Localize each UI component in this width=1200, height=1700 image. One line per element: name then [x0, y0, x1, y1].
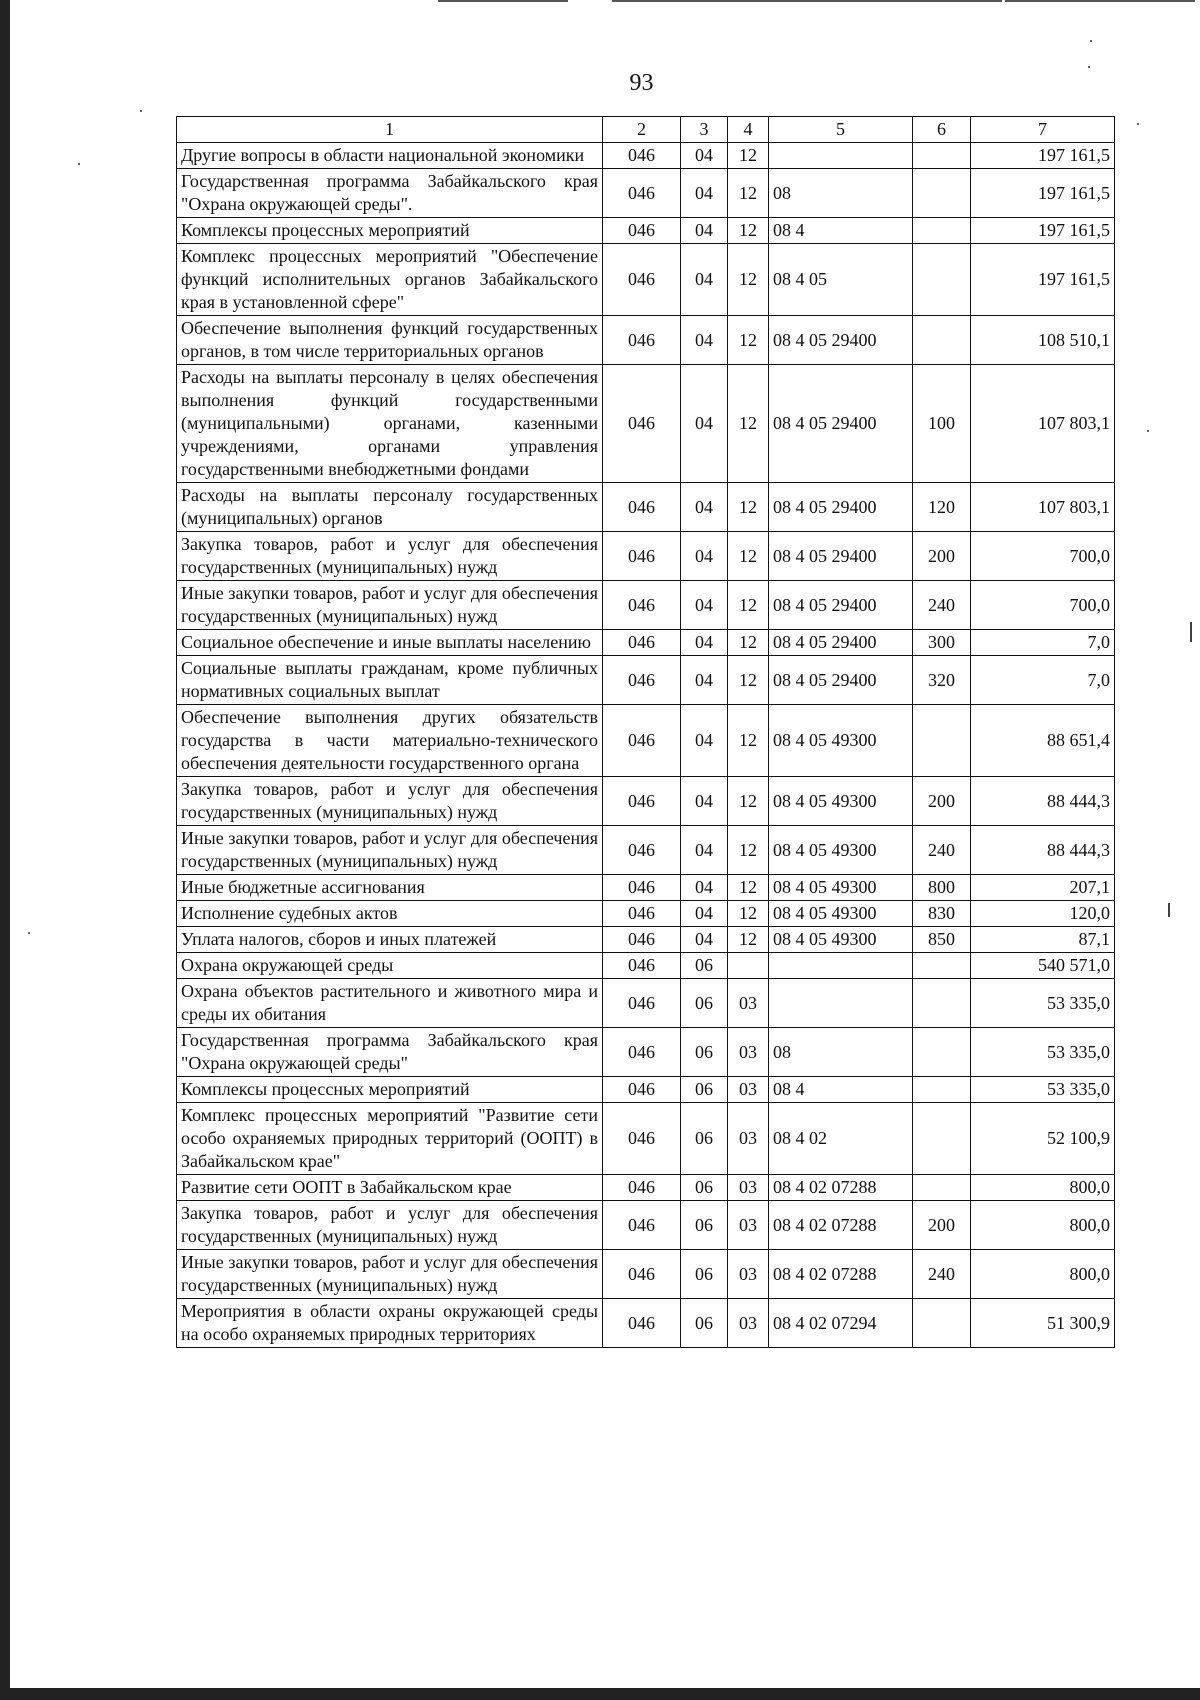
cell-name: Иные закупки товаров, работ и услуг для обеспечения государственных (муниципальных) нужд [177, 826, 603, 875]
table-row [177, 953, 1115, 979]
scan-left-edge [0, 0, 10, 1700]
cell-admin-code: 046 [603, 218, 681, 244]
cell-expense-type: 300 [913, 630, 971, 656]
cell-amount: 88 444,3 [971, 777, 1115, 826]
column-header: 4 [728, 117, 769, 143]
cell-target-item: 08 4 05 49300 [769, 777, 913, 826]
scan-bottom-edge [0, 1688, 1200, 1700]
cell-subsection: 12 [728, 581, 769, 630]
cell-expense-type: 850 [913, 927, 971, 953]
table-row [177, 143, 1115, 169]
cell-subsection: 12 [728, 777, 769, 826]
cell-name: Охрана окружающей среды [177, 953, 603, 979]
cell-name: Расходы на выплаты персоналу в целях обеспечения выполнения функций государственными (муниципальными) органами, казенными учреждениями, органами управления государственными внебюджетными фондами [177, 365, 603, 483]
cell-expense-type: 830 [913, 901, 971, 927]
table-row [177, 1201, 1115, 1250]
cell-admin-code: 046 [603, 365, 681, 483]
table-row [177, 581, 1115, 630]
cell-expense-type: 200 [913, 532, 971, 581]
cell-subsection: 12 [728, 143, 769, 169]
cell-target-item: 08 4 02 [769, 1103, 913, 1175]
cell-name: Обеспечение выполнения других обязательств государства в части материально-технического обеспечения деятельности государственного органа [177, 705, 603, 777]
cell-admin-code: 046 [603, 705, 681, 777]
cell-section: 04 [681, 901, 728, 927]
table-row [177, 777, 1115, 826]
cell-name: Иные закупки товаров, работ и услуг для обеспечения государственных (муниципальных) нужд [177, 581, 603, 630]
cell-section: 04 [681, 316, 728, 365]
cell-target-item: 08 4 05 29400 [769, 656, 913, 705]
cell-section: 06 [681, 953, 728, 979]
cell-subsection: 03 [728, 1250, 769, 1299]
cell-section: 06 [681, 979, 728, 1028]
cell-subsection: 03 [728, 1175, 769, 1201]
table-row [177, 1077, 1115, 1103]
table-row [177, 244, 1115, 316]
cell-admin-code: 046 [603, 483, 681, 532]
cell-admin-code: 046 [603, 630, 681, 656]
table-row [177, 875, 1115, 901]
table-row [177, 979, 1115, 1028]
cell-expense-type [913, 1299, 971, 1348]
cell-target-item: 08 4 [769, 1077, 913, 1103]
column-header: 1 [177, 117, 603, 143]
cell-expense-type [913, 244, 971, 316]
cell-target-item: 08 4 05 49300 [769, 826, 913, 875]
cell-expense-type [913, 705, 971, 777]
cell-amount: 800,0 [971, 1250, 1115, 1299]
table-row [177, 483, 1115, 532]
cell-amount: 800,0 [971, 1201, 1115, 1250]
cell-admin-code: 046 [603, 1077, 681, 1103]
cell-name: Обеспечение выполнения функций государственных органов, в том числе территориальных органов [177, 316, 603, 365]
cell-amount: 197 161,5 [971, 244, 1115, 316]
table-row [177, 1299, 1115, 1348]
cell-expense-type [913, 1175, 971, 1201]
table-row [177, 316, 1115, 365]
cell-expense-type: 320 [913, 656, 971, 705]
column-header: 2 [603, 117, 681, 143]
cell-amount: 53 335,0 [971, 1077, 1115, 1103]
table-row [177, 656, 1115, 705]
cell-admin-code: 046 [603, 532, 681, 581]
cell-admin-code: 046 [603, 1175, 681, 1201]
cell-section: 04 [681, 169, 728, 218]
cell-target-item [769, 143, 913, 169]
table-row [177, 1250, 1115, 1299]
table-row [177, 927, 1115, 953]
cell-subsection: 12 [728, 244, 769, 316]
cell-section: 06 [681, 1028, 728, 1077]
cell-target-item: 08 4 05 49300 [769, 875, 913, 901]
cell-amount: 108 510,1 [971, 316, 1115, 365]
cell-name: Закупка товаров, работ и услуг для обеспечения государственных (муниципальных) нужд [177, 777, 603, 826]
cell-amount: 88 444,3 [971, 826, 1115, 875]
cell-expense-type [913, 979, 971, 1028]
cell-subsection: 12 [728, 656, 769, 705]
scan-top-rule [1005, 0, 1195, 2]
cell-name: Комплексы процессных мероприятий [177, 1077, 603, 1103]
cell-expense-type [913, 953, 971, 979]
cell-subsection: 03 [728, 1299, 769, 1348]
cell-subsection: 12 [728, 532, 769, 581]
cell-admin-code: 046 [603, 777, 681, 826]
cell-amount: 197 161,5 [971, 218, 1115, 244]
cell-target-item: 08 4 05 49300 [769, 927, 913, 953]
cell-subsection: 03 [728, 1201, 769, 1250]
scan-speck [1137, 123, 1139, 125]
cell-name: Социальное обеспечение и иные выплаты населению [177, 630, 603, 656]
cell-name: Развитие сети ООПТ в Забайкальском крае [177, 1175, 603, 1201]
cell-amount: 207,1 [971, 875, 1115, 901]
cell-expense-type [913, 1077, 971, 1103]
cell-section: 04 [681, 581, 728, 630]
page-number: 93 [629, 70, 654, 96]
cell-amount: 53 335,0 [971, 979, 1115, 1028]
cell-section: 04 [681, 143, 728, 169]
table-body [177, 143, 1115, 1348]
table-row [177, 705, 1115, 777]
cell-target-item: 08 4 05 29400 [769, 316, 913, 365]
cell-name: Государственная программа Забайкальского края "Охрана окружающей среды". [177, 169, 603, 218]
cell-subsection: 12 [728, 901, 769, 927]
cell-subsection: 12 [728, 705, 769, 777]
cell-name: Иные закупки товаров, работ и услуг для обеспечения государственных (муниципальных) нужд [177, 1250, 603, 1299]
cell-expense-type [913, 316, 971, 365]
cell-name: Иные бюджетные ассигнования [177, 875, 603, 901]
cell-name: Закупка товаров, работ и услуг для обеспечения государственных (муниципальных) нужд [177, 532, 603, 581]
scan-margin-mark [1190, 622, 1192, 642]
cell-admin-code: 046 [603, 1201, 681, 1250]
cell-target-item: 08 4 02 07294 [769, 1299, 913, 1348]
scan-speck [1147, 430, 1149, 432]
cell-target-item: 08 4 05 [769, 244, 913, 316]
cell-amount: 197 161,5 [971, 169, 1115, 218]
cell-expense-type: 240 [913, 581, 971, 630]
cell-admin-code: 046 [603, 953, 681, 979]
cell-expense-type [913, 143, 971, 169]
cell-section: 04 [681, 777, 728, 826]
table-row [177, 1175, 1115, 1201]
column-header: 7 [971, 117, 1115, 143]
table-row [177, 1028, 1115, 1077]
cell-name: Исполнение судебных актов [177, 901, 603, 927]
cell-target-item: 08 [769, 1028, 913, 1077]
cell-amount: 7,0 [971, 656, 1115, 705]
cell-amount: 540 571,0 [971, 953, 1115, 979]
table-row [177, 901, 1115, 927]
cell-expense-type: 240 [913, 826, 971, 875]
cell-admin-code: 046 [603, 656, 681, 705]
cell-section: 04 [681, 826, 728, 875]
cell-section: 04 [681, 532, 728, 581]
cell-expense-type [913, 218, 971, 244]
cell-name: Социальные выплаты гражданам, кроме публичных нормативных социальных выплат [177, 656, 603, 705]
column-header: 6 [913, 117, 971, 143]
cell-name: Охрана объектов растительного и животного мира и среды их обитания [177, 979, 603, 1028]
cell-subsection: 12 [728, 826, 769, 875]
header-row [177, 117, 1115, 143]
cell-expense-type [913, 1103, 971, 1175]
scan-top-rule [612, 0, 1002, 2]
cell-admin-code: 046 [603, 927, 681, 953]
cell-name: Государственная программа Забайкальского края "Охрана окружающей среды" [177, 1028, 603, 1077]
cell-amount: 107 803,1 [971, 483, 1115, 532]
table-row [177, 630, 1115, 656]
cell-expense-type: 200 [913, 777, 971, 826]
cell-section: 04 [681, 218, 728, 244]
table-row [177, 169, 1115, 218]
cell-section: 06 [681, 1077, 728, 1103]
cell-subsection: 12 [728, 218, 769, 244]
cell-name: Закупка товаров, работ и услуг для обеспечения государственных (муниципальных) нужд [177, 1201, 603, 1250]
cell-target-item: 08 4 05 49300 [769, 901, 913, 927]
cell-subsection: 12 [728, 316, 769, 365]
cell-amount: 88 651,4 [971, 705, 1115, 777]
cell-expense-type [913, 169, 971, 218]
cell-section: 06 [681, 1201, 728, 1250]
cell-subsection: 03 [728, 1028, 769, 1077]
cell-section: 06 [681, 1175, 728, 1201]
cell-section: 06 [681, 1250, 728, 1299]
cell-expense-type: 800 [913, 875, 971, 901]
cell-target-item: 08 4 05 29400 [769, 365, 913, 483]
cell-target-item: 08 4 02 07288 [769, 1175, 913, 1201]
cell-expense-type: 100 [913, 365, 971, 483]
scan-margin-mark [1168, 903, 1170, 917]
cell-subsection: 12 [728, 875, 769, 901]
cell-admin-code: 046 [603, 581, 681, 630]
cell-amount: 197 161,5 [971, 143, 1115, 169]
cell-subsection: 03 [728, 1077, 769, 1103]
cell-admin-code: 046 [603, 826, 681, 875]
cell-admin-code: 046 [603, 316, 681, 365]
cell-expense-type [913, 1028, 971, 1077]
scan-speck [28, 932, 30, 934]
scan-speck [78, 163, 80, 165]
cell-section: 06 [681, 1299, 728, 1348]
cell-amount: 800,0 [971, 1175, 1115, 1201]
cell-section: 04 [681, 244, 728, 316]
cell-admin-code: 046 [603, 1250, 681, 1299]
cell-admin-code: 046 [603, 1103, 681, 1175]
cell-section: 06 [681, 1103, 728, 1175]
cell-target-item: 08 4 05 29400 [769, 630, 913, 656]
cell-section: 04 [681, 483, 728, 532]
cell-section: 04 [681, 365, 728, 483]
cell-subsection: 12 [728, 365, 769, 483]
cell-target-item: 08 4 02 07288 [769, 1201, 913, 1250]
cell-section: 04 [681, 630, 728, 656]
cell-admin-code: 046 [603, 143, 681, 169]
table-row [177, 365, 1115, 483]
cell-expense-type: 240 [913, 1250, 971, 1299]
cell-target-item: 08 4 05 29400 [769, 532, 913, 581]
cell-amount: 7,0 [971, 630, 1115, 656]
cell-admin-code: 046 [603, 244, 681, 316]
scan-speck [1088, 66, 1090, 68]
scan-top-rule [438, 0, 568, 2]
cell-admin-code: 046 [603, 169, 681, 218]
cell-target-item: 08 [769, 169, 913, 218]
cell-amount: 700,0 [971, 581, 1115, 630]
cell-section: 04 [681, 656, 728, 705]
cell-expense-type: 200 [913, 1201, 971, 1250]
cell-section: 04 [681, 705, 728, 777]
cell-amount: 53 335,0 [971, 1028, 1115, 1077]
cell-subsection: 03 [728, 979, 769, 1028]
table-row [177, 1103, 1115, 1175]
cell-name: Мероприятия в области охраны окружающей среды на особо охраняемых природных территориях [177, 1299, 603, 1348]
cell-subsection: 12 [728, 630, 769, 656]
cell-name: Комплекс процессных мероприятий "Развитие сети особо охраняемых природных территорий (ООПТ) в Забайкальском крае" [177, 1103, 603, 1175]
cell-amount: 87,1 [971, 927, 1115, 953]
cell-target-item [769, 953, 913, 979]
cell-amount: 700,0 [971, 532, 1115, 581]
table-row [177, 826, 1115, 875]
cell-name: Комплекс процессных мероприятий "Обеспечение функций исполнительных органов Забайкальского края в установленной сфере" [177, 244, 603, 316]
table-row [177, 532, 1115, 581]
cell-amount: 51 300,9 [971, 1299, 1115, 1348]
cell-subsection [728, 953, 769, 979]
cell-subsection: 12 [728, 483, 769, 532]
cell-target-item: 08 4 05 29400 [769, 483, 913, 532]
cell-amount: 120,0 [971, 901, 1115, 927]
budget-table [176, 116, 1115, 1348]
cell-target-item: 08 4 05 49300 [769, 705, 913, 777]
cell-admin-code: 046 [603, 875, 681, 901]
cell-target-item: 08 4 05 29400 [769, 581, 913, 630]
cell-name: Другие вопросы в области национальной экономики [177, 143, 603, 169]
cell-subsection: 12 [728, 169, 769, 218]
cell-target-item: 08 4 [769, 218, 913, 244]
cell-admin-code: 046 [603, 979, 681, 1028]
cell-target-item: 08 4 02 07288 [769, 1250, 913, 1299]
cell-admin-code: 046 [603, 1299, 681, 1348]
cell-admin-code: 046 [603, 901, 681, 927]
cell-section: 04 [681, 875, 728, 901]
cell-name: Расходы на выплаты персоналу государственных (муниципальных) органов [177, 483, 603, 532]
cell-subsection: 12 [728, 927, 769, 953]
cell-subsection: 03 [728, 1103, 769, 1175]
cell-name: Комплексы процессных мероприятий [177, 218, 603, 244]
cell-expense-type: 120 [913, 483, 971, 532]
cell-amount: 107 803,1 [971, 365, 1115, 483]
cell-target-item [769, 979, 913, 1028]
cell-amount: 52 100,9 [971, 1103, 1115, 1175]
column-header: 3 [681, 117, 728, 143]
cell-section: 04 [681, 927, 728, 953]
column-header: 5 [769, 117, 913, 143]
scan-speck [1090, 40, 1092, 42]
cell-admin-code: 046 [603, 1028, 681, 1077]
scan-speck [140, 110, 142, 112]
table-row [177, 218, 1115, 244]
cell-name: Уплата налогов, сборов и иных платежей [177, 927, 603, 953]
